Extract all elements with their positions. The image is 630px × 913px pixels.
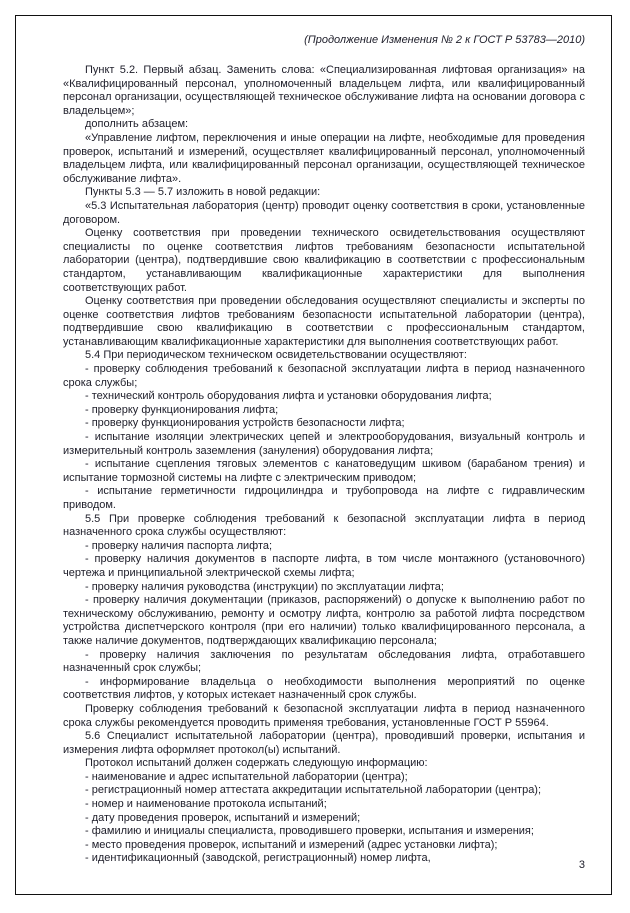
paragraph: - фамилию и инициалы специалиста, проводившего проверки, испытания и измерения;	[85, 825, 534, 838]
paragraph: - дату проведения проверок, испытаний и измерений;	[85, 811, 361, 824]
paragraph: - номер и наименование протокола испытаний;	[85, 798, 327, 811]
running-header: (Продолжение Изменения № 2 к ГОСТ Р 53783—2010)	[304, 34, 585, 46]
paragraph: «5.3 Испытательная лаборатория (центр) проводит оценку соответствия в сроки, установленные договором.	[63, 199, 585, 226]
paragraph: - проверку наличия заключения по результатам обследования лифта, отработавшего назначенный срок службы;	[63, 648, 585, 675]
paragraph: - технический контроль оборудования лифта и установки оборудования лифта;	[85, 390, 492, 403]
paragraph: - проверку функционирования лифта;	[85, 403, 279, 416]
page-content	[63, 33, 585, 866]
paragraph: - регистрационный номер аттестата аккредитации испытательной лаборатории (центра);	[85, 784, 542, 797]
paragraph: - испытание изоляции электрических цепей и электрооборудования, визуальный контроль и измерительный контроль заземления (зануления) оборудования лифта;	[63, 431, 585, 457]
paragraph: - проверку функционирования устройств безопасности лифта;	[85, 417, 405, 430]
paragraph: - проверку наличия паспорта лифта;	[85, 539, 273, 552]
paragraph: - идентификационный (заводской, регистрационный) номер лифта,	[85, 852, 431, 865]
paragraph: Проверку соблюдения требований к безопасной эксплуатации лифта в период назначенного срока службы рекомендуется проводить применяя требования, установленные ГОСТ Р 55964.	[63, 702, 585, 729]
paragraph: - испытание герметичности гидроцилиндра и трубопровода на лифте с гидравлическим приводом.	[63, 485, 585, 511]
paragraph: - проверку наличия руководства (инструкции) по эксплуатации лифта;	[85, 580, 444, 593]
paragraph: - проверку наличия документации (приказов, распоряжений) о допуске к выполнению работ по техническому обслуживанию, ремонту и осмотру лифта, контролю за работой лифта посредством устройства диспетчерского контроля (при его наличии) только квалифицированного персонала, а также наличие документов, подтверждающих квалификацию персонала;	[63, 594, 585, 647]
paragraph: 5.4 При периодическом техническом освидетельствовании осуществляют:	[85, 349, 467, 362]
paragraph: - место проведения проверок, испытаний и измерений (адрес установки лифта);	[85, 838, 498, 851]
page-number: 3	[578, 859, 585, 871]
paragraph: Оценку соответствия при проведении технического освидетельствования осуществляют специалисты по оценке соответствия лифтов требованиям безопасности испытательной лаборатории (центра), подтвердившие свою квалификацию в соответствии с профессиональным стандартом, устанавливающим квалификационные характеристики для выполнения соответствующих работ.	[63, 227, 585, 294]
paragraph: - проверку соблюдения требований к безопасной эксплуатации лифта в период назначенного срока службы;	[63, 363, 585, 389]
paragraph: «Управление лифтом, переключения и иные операции на лифте, необходимые для проведения проверок, испытаний и измерений, осуществляет квалифицированный персонал, уполномоченный владельцем лифта, или квалифицированный персонал организации, осуществляющей техническое обслуживание лифта».	[63, 131, 585, 185]
paragraph: дополнить абзацем:	[85, 118, 189, 131]
paragraph: 5.5 При проверке соблюдения требований к безопасной эксплуатации лифта в период назначенного срока службы осуществляют:	[63, 512, 585, 539]
paragraph: Пункты 5.3 — 5.7 изложить в новой редакции:	[85, 186, 321, 199]
paragraph: 5.6 Специалист испытательной лаборатории (центра), проводивший проверки, испытания и измерения лифта оформляет протокол(ы) испытаний.	[63, 730, 585, 756]
paragraph: Пункт 5.2. Первый абзац. Заменить слова: «Специализированная лифтовая организация» на «Квалифицированный персонал, уполномоченный владельцем лифта, или квалифицированный персонал организации, осуществляющей техническое обслуживание лифта на основании договора с владельцем»;	[63, 64, 585, 117]
paragraph: - проверку наличия документов в паспорте лифта, в том числе монтажного (установочного) чертежа и принципиальной электрической схемы лифта;	[63, 553, 585, 579]
paragraph: - испытание сцепления тяговых элементов с канатоведущим шкивом (барабаном трения) и испытание тормозной системы на лифте с электрическим приводом;	[63, 458, 585, 484]
document-body	[63, 64, 585, 866]
paragraph: - информирование владельца о необходимости выполнения мероприятий по оценке соответствия лифтов, у которых истекает назначенный срок службы.	[63, 675, 585, 702]
paragraph: - наименование и адрес испытательной лаборатории (центра);	[85, 770, 408, 783]
paragraph: Протокол испытаний должен содержать следующую информацию:	[85, 757, 428, 770]
paragraph: Оценку соответствия при проведении обследования осуществляют специалисты и эксперты по оценке соответствия лифтов требованиям безопасности испытательной лаборатории (центра), подтвердившие свою квалификацию в соответствии с профессиональным стандартом, устанавливающим квалификационные характеристики для выполнения соответствующих работ.	[63, 295, 585, 348]
